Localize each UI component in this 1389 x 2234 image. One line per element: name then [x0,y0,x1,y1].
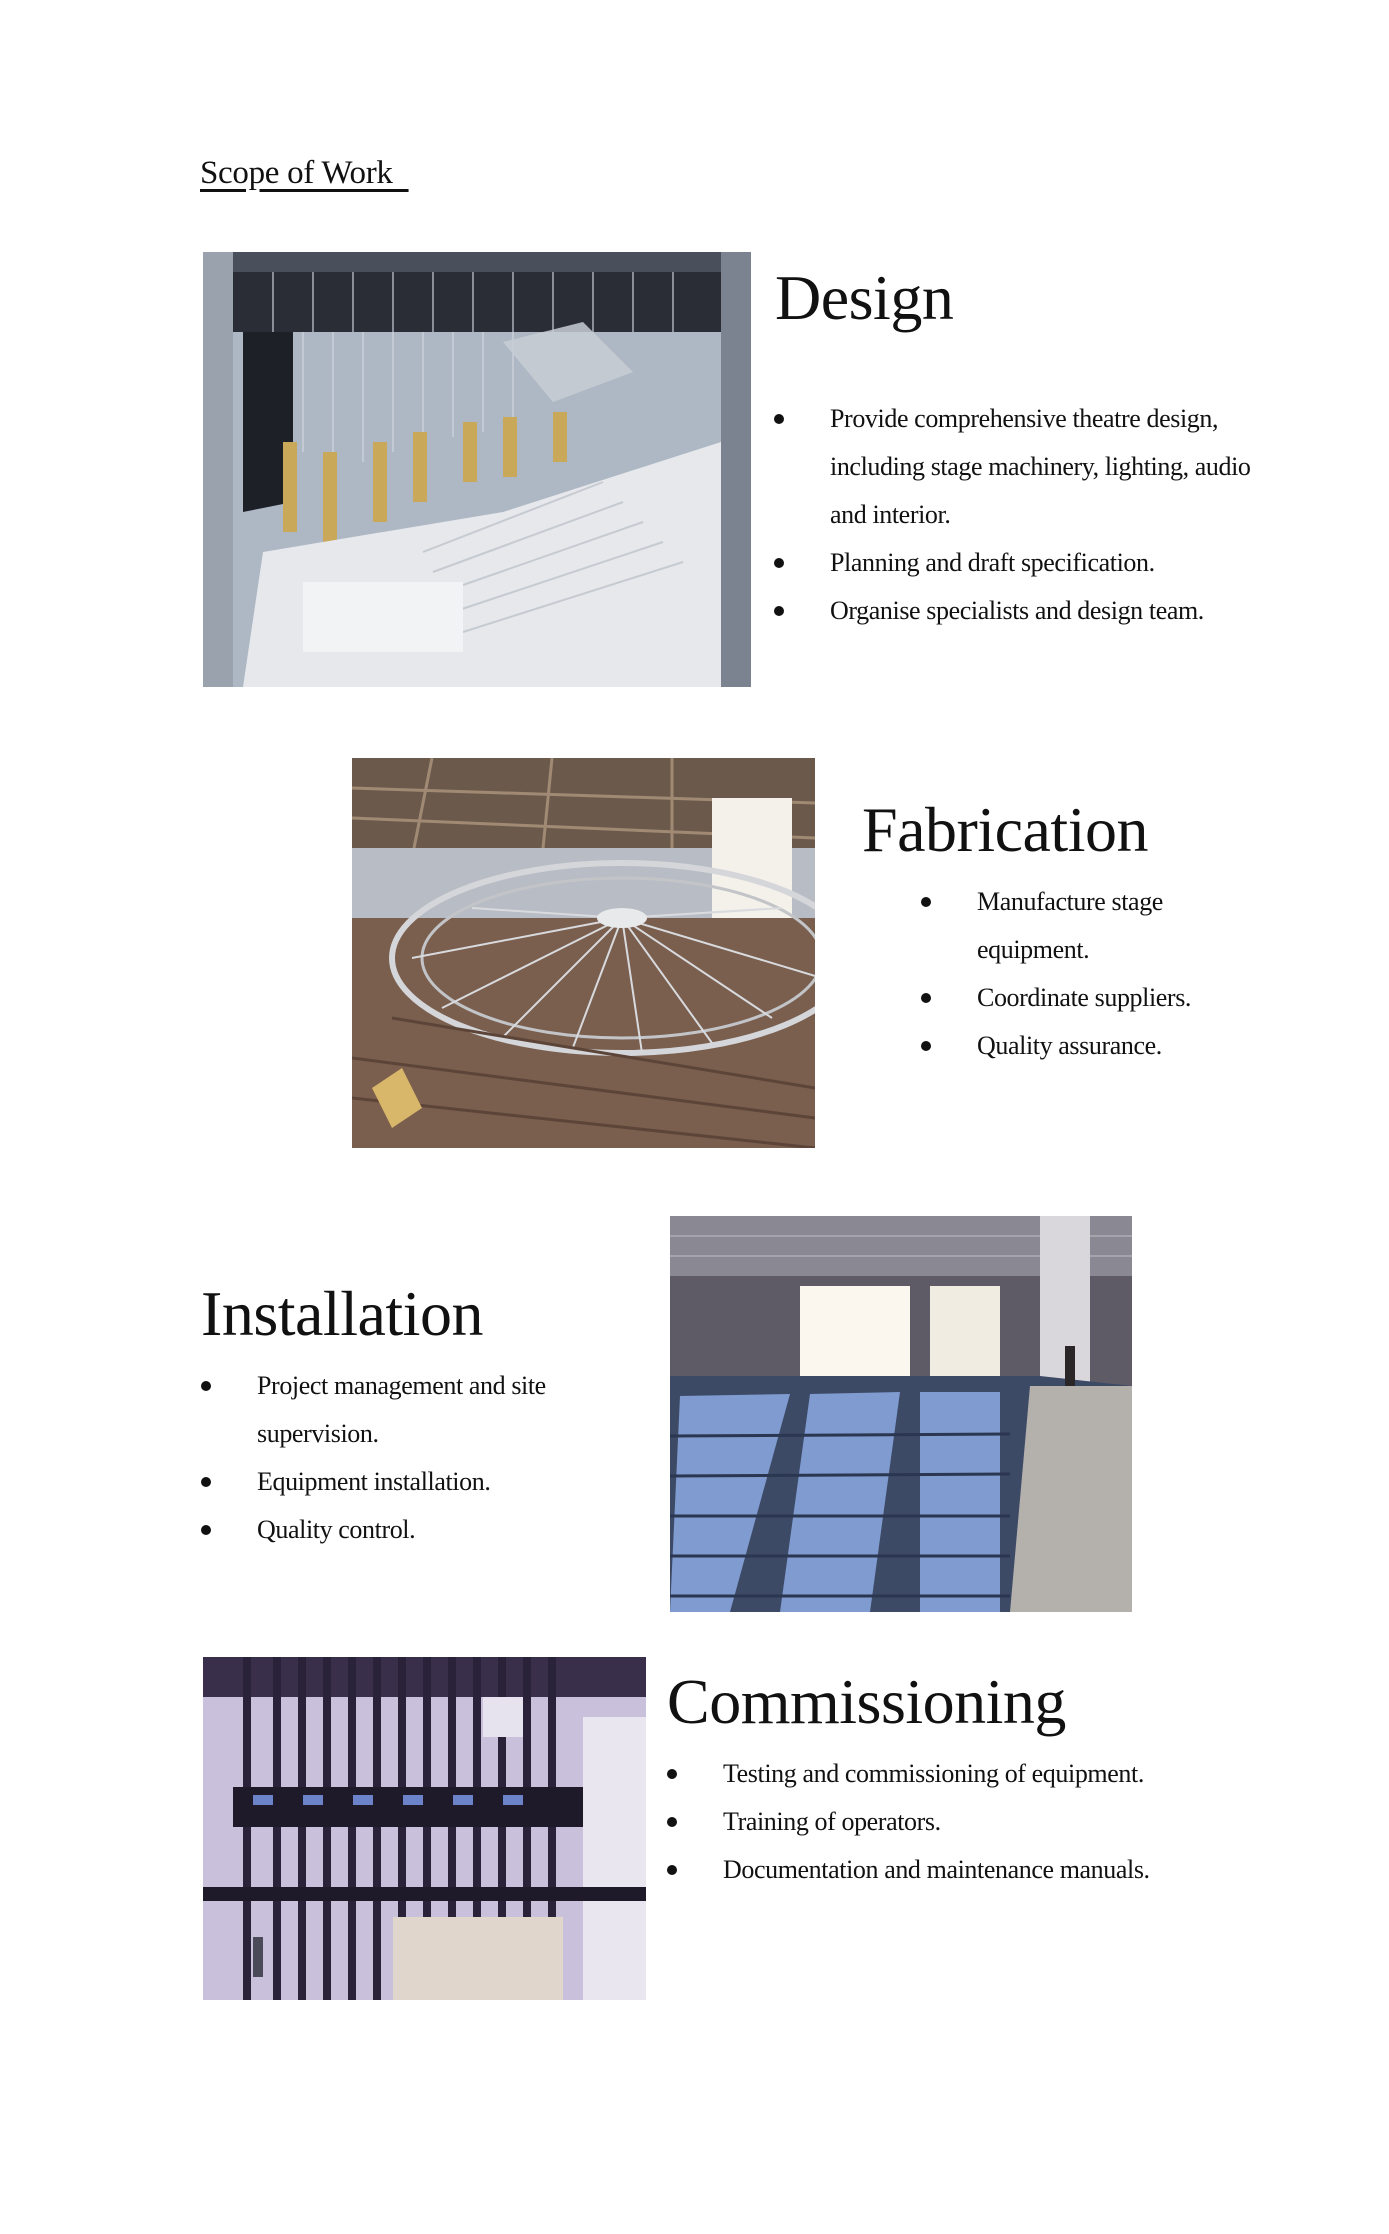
list-item [774,395,1254,539]
list-item [667,1846,1247,1894]
bullet-dot-icon [774,414,784,424]
bullet-dot-icon [921,993,931,1003]
list-item-text: Manufacture stage equipment. [977,887,1163,964]
list-item [201,1362,601,1458]
list-item-text: Documentation and maintenance manuals. [723,1855,1150,1884]
list-item [921,878,1221,974]
list-item [667,1798,1247,1846]
section-title-commissioning: Commissioning [667,1666,1066,1737]
installation-bullet-list [201,1362,601,1554]
bullet-dot-icon [667,1865,677,1875]
list-item-text: Project management and site supervision. [257,1371,546,1448]
section-title-fabrication: Fabrication [862,794,1148,865]
list-item [774,539,1254,587]
list-item-text: Equipment installation. [257,1467,491,1496]
section-title-design: Design [775,262,954,333]
list-item-text: Testing and commissioning of equipment. [723,1759,1144,1788]
commissioning-bullet-list [667,1750,1247,1894]
list-item [921,974,1221,1022]
fabrication-workshop-photo [352,758,815,1148]
list-item-text: Quality assurance. [977,1031,1162,1060]
bullet-dot-icon [201,1477,211,1487]
list-item [667,1750,1247,1798]
bullet-dot-icon [667,1817,677,1827]
bullet-dot-icon [774,558,784,568]
bullet-dot-icon [774,606,784,616]
list-item-text: Quality control. [257,1515,416,1544]
list-item [201,1506,601,1554]
fabrication-bullet-list [921,878,1221,1070]
installation-site-photo [670,1216,1132,1612]
list-item [774,587,1254,635]
section-title-installation: Installation [201,1278,483,1349]
list-item [921,1022,1221,1070]
bullet-dot-icon [921,1041,931,1051]
design-bullet-list [774,395,1254,635]
bullet-dot-icon [201,1381,211,1391]
list-item-text: Coordinate suppliers. [977,983,1192,1012]
list-item-text: Provide comprehensive theatre design, including stage machinery, lighting, audio and interior. [830,404,1251,529]
bullet-dot-icon [667,1769,677,1779]
bullet-dot-icon [921,897,931,907]
list-item-text: Organise specialists and design team. [830,596,1204,625]
bullet-dot-icon [201,1525,211,1535]
page-heading: Scope of Work [200,155,409,191]
list-item-text: Planning and draft specification. [830,548,1155,577]
list-item-text: Training of operators. [723,1807,941,1836]
list-item [201,1458,601,1506]
theatre-model-photo [203,252,751,687]
commissioning-flytower-photo [203,1657,646,2000]
